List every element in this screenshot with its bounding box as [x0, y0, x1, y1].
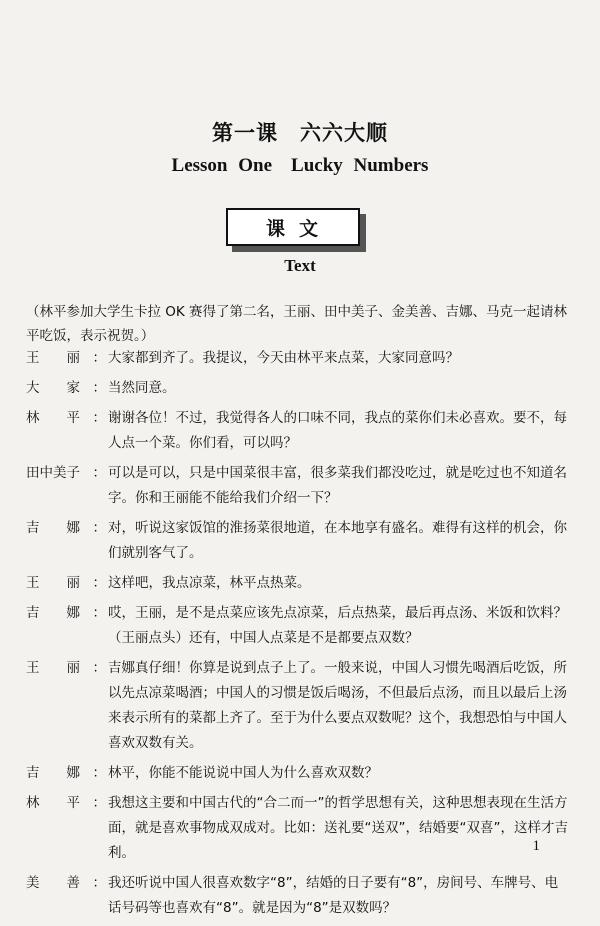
speaker-colon: ： [92, 465, 106, 481]
section-heading-chinese: 课文 [265, 217, 332, 240]
speaker-label [26, 761, 108, 786]
section-heading-english: Text [284, 256, 316, 275]
dialogue-line: 吉娜真仔细！你算是说到点子上了。一般来说，中国人习惯先喝酒后吃饭，所以先点凉菜喝酒；中国人的习惯是饭后喝汤，不但最后点汤，而且以最后上汤来表示所有的菜都上齐了。至于为什么要点双数呢？这个，我想恐怕与中国人喜欢双数有关。 [108, 660, 567, 751]
dialogue-turn [26, 406, 571, 456]
speaker-label [26, 346, 108, 371]
speaker-colon: ： [92, 795, 106, 811]
dialogue-line: 我还听说中国人很喜欢数字“8”，结婚的日子要有“8”，房间号、车牌号、电话号码等也喜欢有“8”。就是因为“8”是双数吗？ [108, 875, 559, 916]
speaker-name: 大 家 [26, 380, 80, 396]
speaker-colon: ： [92, 520, 106, 536]
speaker-colon: ： [92, 350, 106, 366]
speaker-label [26, 601, 108, 651]
speaker-name: 吉 娜 [26, 765, 80, 781]
speaker-name: 林 平 [26, 410, 80, 426]
speaker-name: 王 丽 [26, 575, 80, 591]
dialogue-turn [26, 871, 571, 921]
lesson-title-chinese: 第一课 六六大顺 [212, 121, 388, 145]
speaker-colon: ： [92, 660, 106, 676]
dialogue [26, 346, 571, 926]
dialogue-turn [26, 761, 571, 786]
dialogue-turn [26, 516, 571, 566]
lesson-title-english: Lesson One Lucky Numbers [171, 155, 429, 176]
speaker-label [26, 516, 108, 566]
dialogue-turn [26, 346, 571, 371]
speaker-name: 吉 娜 [26, 605, 80, 621]
speaker-label [26, 461, 108, 511]
dialogue-turn [26, 376, 571, 401]
speaker-colon: ： [92, 380, 106, 396]
dialogue-line: 可以是可以，只是中国菜很丰富，很多菜我们都没吃过，就是吃过也不知道名字。你和王丽能不能给我们介绍一下？ [108, 465, 567, 506]
dialogue-line: 对，听说这家饭馆的淮扬菜很地道，在本地享有盛名。难得有这样的机会，你们就别客气了。 [108, 520, 567, 561]
section-heading-box [226, 208, 360, 246]
speaker-colon: ： [92, 605, 106, 621]
dialogue-turn [26, 656, 571, 756]
speaker-name: 林 平 [26, 795, 80, 811]
dialogue-line: 谢谢各位！不过，我觉得各人的口味不同，我点的菜你们未必喜欢。要不，每人点一个菜。你们看，可以吗？ [108, 410, 567, 451]
speaker-name: 王 丽 [26, 660, 80, 676]
speaker-label [26, 791, 108, 866]
dialogue-turn [26, 791, 571, 866]
speaker-label [26, 406, 108, 456]
speaker-label [26, 871, 108, 921]
page-number: 1 [532, 838, 540, 854]
dialogue-turn [26, 571, 571, 596]
speaker-label [26, 376, 108, 401]
dialogue-turn [26, 461, 571, 511]
dialogue-turn [26, 601, 571, 651]
speaker-label [26, 571, 108, 596]
speaker-name: 美 善 [26, 875, 80, 891]
speaker-name: 王 丽 [26, 350, 80, 366]
speaker-colon: ： [92, 765, 106, 781]
speaker-name: 田中美子 [26, 465, 80, 481]
speaker-colon: ： [92, 575, 106, 591]
speaker-colon: ： [92, 875, 106, 891]
dialogue-line: 大家都到齐了。我提议，今天由林平来点菜，大家同意吗？ [108, 350, 459, 366]
dialogue-line: 我想这主要和中国古代的“合二而一”的哲学思想有关，这种思想表现在生活方面，就是喜欢事物成双成对。比如：送礼要“送双”，结婚要“双喜”，这样才吉利。 [108, 795, 568, 861]
dialogue-line: 林平，你能不能说说中国人为什么喜欢双数？ [108, 765, 378, 781]
speaker-label [26, 656, 108, 756]
dialogue-line: 这样吧，我点凉菜，林平点热菜。 [108, 575, 311, 591]
speaker-colon: ： [92, 410, 106, 426]
scene-intro: （林平参加大学生卡拉 OK 赛得了第二名，王丽、田中美子、金美善、吉娜、马克一起请林平吃饭，表示祝贺。） [26, 304, 568, 344]
dialogue-line: 当然同意。 [108, 380, 176, 396]
dialogue-line: 哎，王丽，是不是点菜应该先点凉菜，后点热菜，最后再点汤、米饭和饮料？（王丽点头）还有，中国人点菜是不是都要点双数？ [108, 605, 567, 646]
speaker-name: 吉 娜 [26, 520, 80, 536]
